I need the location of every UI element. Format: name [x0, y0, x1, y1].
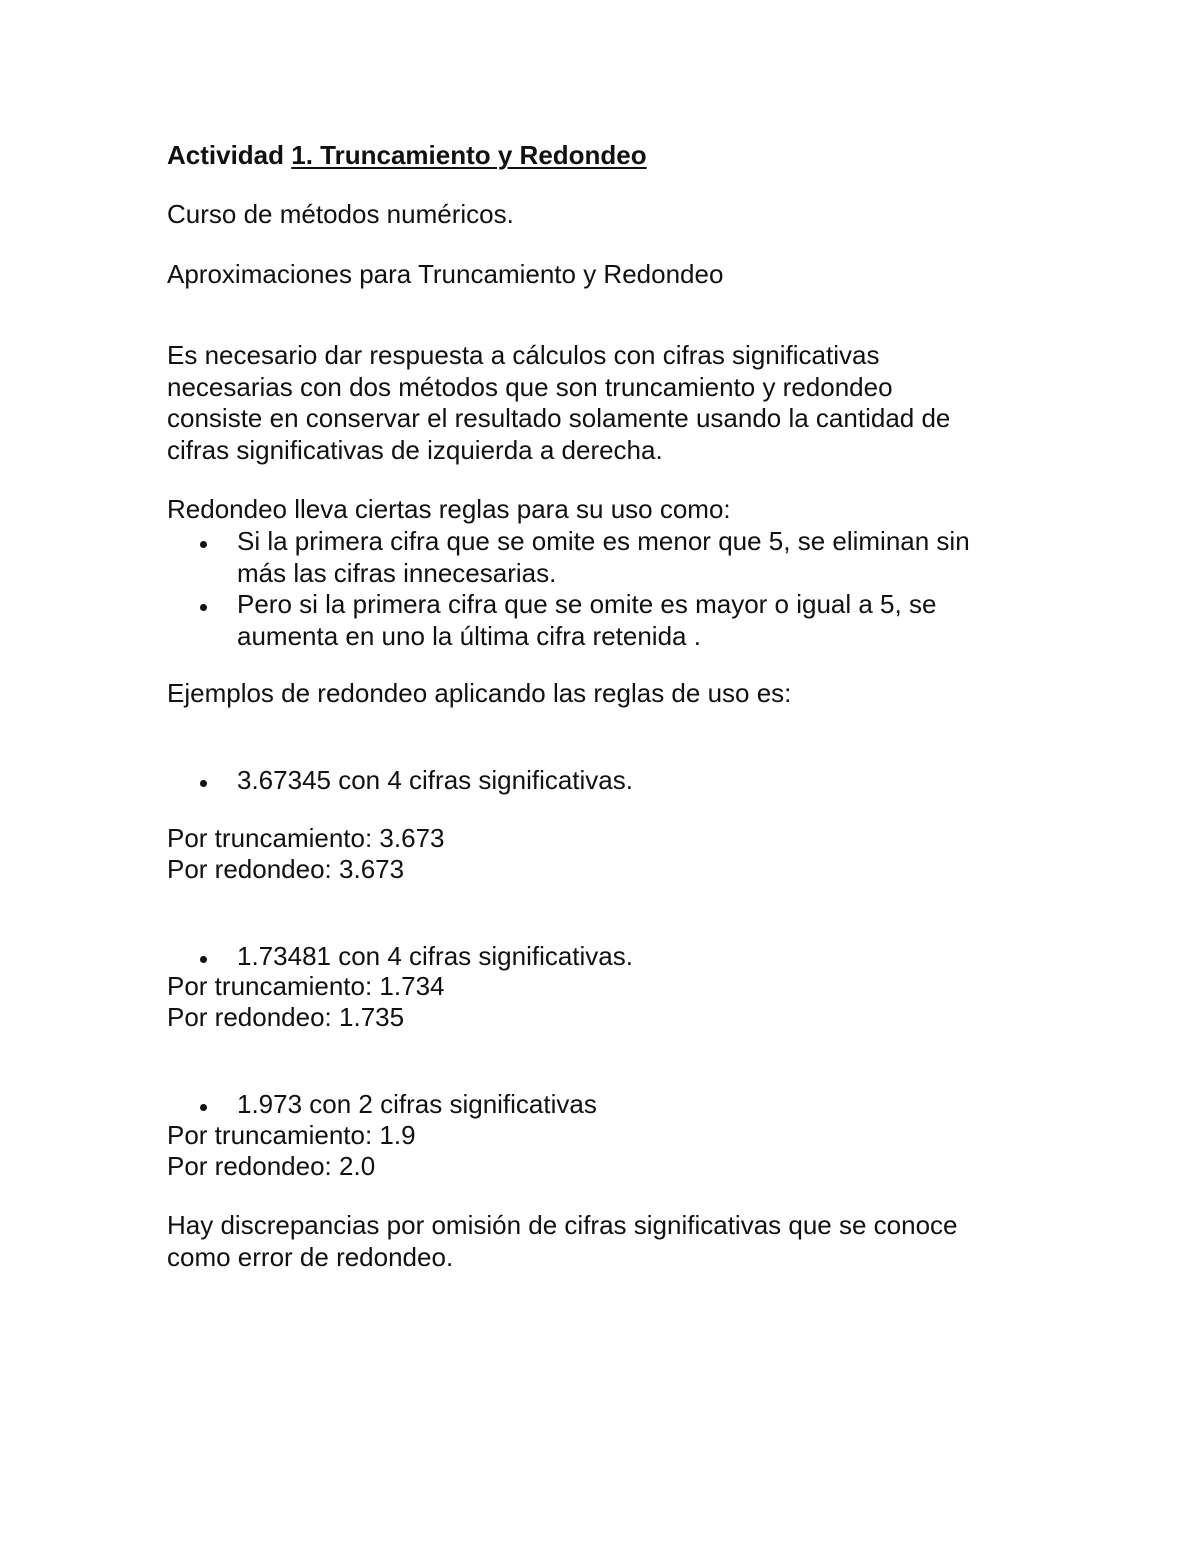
example-rounding: Por redondeo: 2.0 — [167, 1151, 376, 1181]
conclusion-line: Hay discrepancias por omisión de cifras significativas que se conoce — [167, 1210, 958, 1240]
intro-line: Es necesario dar respuesta a cálculos con cifras significativas — [167, 340, 880, 370]
document-title — [167, 140, 647, 172]
conclusion-line: como error de redondeo. — [167, 1241, 454, 1272]
conclusion-paragraph — [167, 1210, 958, 1273]
rule-line: Si la primera cifra que se omite es menor que 5, se eliminan sin — [237, 526, 970, 556]
intro-line: consiste en conservar el resultado solamente usando la cantidad de — [167, 403, 951, 433]
bullet-dot — [200, 1104, 207, 1111]
example-truncation: Por truncamiento: 1.9 — [167, 1120, 416, 1150]
rules-heading: Redondeo lleva ciertas reglas para su uso como: — [167, 494, 731, 524]
example-bullet: 1.973 con 2 cifras significativas — [237, 1089, 597, 1119]
intro-line: necesarias con dos métodos que son truncamiento y redondeo — [167, 371, 893, 402]
example-bullet: 3.67345 con 4 cifras significativas. — [237, 765, 633, 795]
example-truncation: Por truncamiento: 1.734 — [167, 971, 445, 1001]
bullet-dot — [200, 956, 207, 963]
example-rounding: Por redondeo: 1.735 — [167, 1002, 405, 1032]
rule-line: aumenta en uno la última cifra retenida . — [237, 620, 701, 651]
example-bullet: 1.73481 con 4 cifras significativas. — [237, 941, 633, 971]
title-underlined: 1. Truncamiento y Redondeo — [291, 140, 647, 170]
rule-item — [237, 526, 970, 589]
intro-line: cifras significativas de izquierda a derecha. — [167, 434, 663, 465]
example-rounding: Por redondeo: 3.673 — [167, 854, 405, 884]
bullet-dot — [200, 604, 207, 611]
bullet-dot — [200, 780, 207, 787]
examples-heading: Ejemplos de redondeo aplicando las reglas de uso es: — [167, 678, 792, 708]
rule-line: más las cifras innecesarias. — [237, 557, 557, 588]
example-truncation: Por truncamiento: 3.673 — [167, 823, 445, 853]
course-subtitle: Curso de métodos numéricos. — [167, 199, 514, 229]
section-heading: Aproximaciones para Truncamiento y Redondeo — [167, 259, 724, 289]
intro-paragraph — [167, 340, 950, 466]
rule-item — [237, 589, 936, 652]
rule-line: Pero si la primera cifra que se omite es mayor o igual a 5, se — [237, 589, 937, 619]
bullet-dot — [200, 541, 207, 548]
title-prefix: Actividad — [167, 140, 292, 170]
